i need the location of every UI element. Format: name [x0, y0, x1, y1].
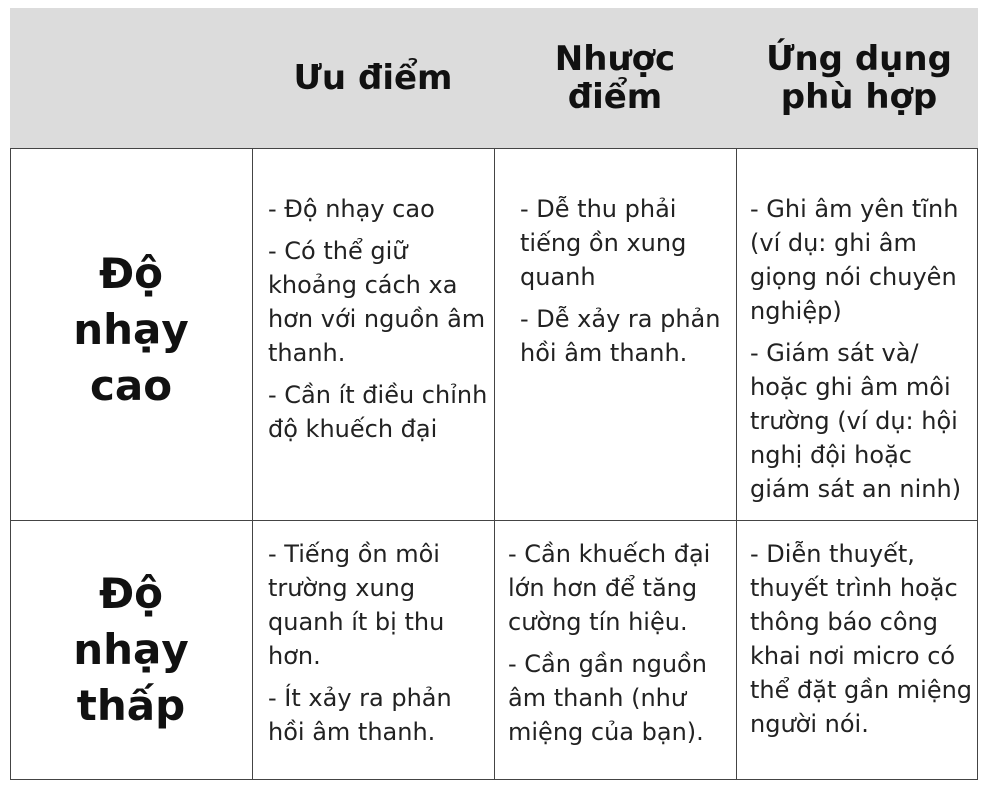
header-disadvantages: Nhược điểm	[554, 39, 676, 117]
list-item: - Tiếng ồn môi trường xung quanh ít bị thu hơn.	[268, 540, 445, 670]
column-divider	[494, 148, 495, 780]
header-advantages: Ưu điểm	[293, 58, 453, 98]
row-label-high-sensitivity: Độ nhạy cao	[73, 249, 189, 410]
column-divider	[252, 148, 253, 780]
list-item: - Cần khuếch đại lớn hơn để tăng cường tín hiệu.	[508, 540, 711, 636]
row-label-low-sensitivity: Độ nhạy thấp	[73, 569, 189, 730]
cell-high-disadvantages	[520, 192, 732, 378]
list-item: - Cần gần nguồn âm thanh (như miệng của bạn).	[508, 650, 707, 746]
list-item: - Ghi âm yên tĩnh (ví dụ: ghi âm giọng nói chuyên nghiệp)	[750, 195, 959, 325]
cell-high-applications	[750, 192, 974, 514]
list-item: - Độ nhạy cao	[268, 195, 435, 223]
list-item: - Dễ xảy ra phản hồi âm thanh.	[520, 305, 721, 367]
list-item: - Cần ít điều chỉnh độ khuếch đại	[268, 381, 488, 443]
list-item: - Ít xảy ra phản hồi âm thanh.	[268, 684, 452, 746]
list-item: - Có thể giữ khoảng cách xa hơn với nguồn âm thanh.	[268, 237, 486, 367]
list-item: - Diễn thuyết, thuyết trình hoặc thông báo công khai nơi micro có thể đặt gần miệng người nói.	[750, 540, 973, 738]
cell-low-advantages	[268, 537, 478, 757]
header-applications: Ứng dụng phù hợp	[766, 39, 952, 117]
cell-low-applications	[750, 537, 974, 749]
cell-low-disadvantages	[508, 537, 732, 757]
row-divider	[10, 520, 978, 521]
cell-high-advantages	[268, 192, 490, 454]
list-item: - Dễ thu phải tiếng ồn xung quanh	[520, 195, 687, 291]
list-item: - Giám sát và/ hoặc ghi âm môi trường (ví dụ: hội nghị đội hoặc giám sát an ninh)	[750, 339, 962, 503]
column-divider	[736, 148, 737, 780]
